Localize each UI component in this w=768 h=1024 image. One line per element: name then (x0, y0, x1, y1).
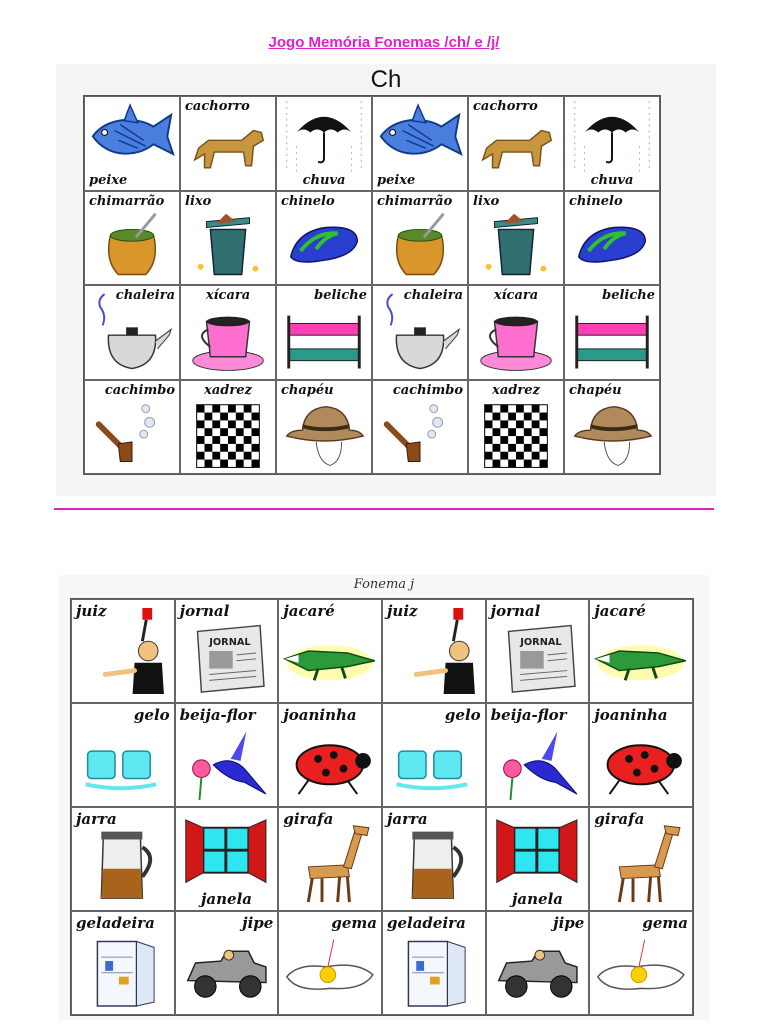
card-chimarrao[interactable] (84, 191, 180, 286)
word-label: jipe (553, 914, 585, 932)
card-juiz[interactable] (71, 599, 175, 703)
word-label: chaleira (403, 288, 463, 303)
word-label: jacaré (283, 602, 335, 620)
word-label: jornal (490, 602, 541, 620)
svg-text:JORNAL: JORNAL (519, 637, 562, 649)
word-label: joaninha (283, 706, 357, 724)
section-divider (54, 508, 714, 510)
card-geladeira[interactable] (382, 911, 486, 1015)
card-beliche[interactable] (276, 285, 372, 380)
card-jornal[interactable] (486, 599, 590, 703)
word-label: cachimbo (104, 382, 175, 398)
word-label: chuva (590, 172, 634, 188)
card-gelo[interactable] (71, 703, 175, 807)
card-beija-flor[interactable] (175, 703, 279, 807)
card-chinelo[interactable] (564, 191, 660, 286)
word-label: beija-flor (490, 706, 567, 724)
card-peixe[interactable] (372, 96, 468, 191)
word-label: xícara (205, 288, 251, 303)
card-janela[interactable] (486, 807, 590, 911)
card-jacare[interactable] (589, 599, 693, 703)
ch-panel (56, 64, 716, 496)
j-heading: Fonema j (353, 577, 415, 592)
word-label: janela (511, 890, 563, 908)
word-label: gelo (444, 706, 481, 724)
card-xadrez[interactable] (468, 380, 564, 475)
card-chinelo[interactable] (276, 191, 372, 286)
word-label: juiz (76, 602, 107, 620)
word-label: cachimbo (392, 382, 463, 398)
word-label: geladeira (386, 914, 466, 932)
card-cachorro[interactable] (180, 96, 276, 191)
card-juiz[interactable] (382, 599, 486, 703)
card-gema[interactable] (589, 911, 693, 1015)
card-xicara[interactable] (180, 285, 276, 380)
word-label: gema (642, 914, 688, 932)
word-label: jarra (76, 810, 117, 828)
j-card-grid (70, 598, 694, 1016)
card-xadrez[interactable] (180, 380, 276, 475)
card-chaleira[interactable] (372, 285, 468, 380)
word-label: xadrez (204, 382, 252, 398)
card-joaninha[interactable] (589, 703, 693, 807)
word-label: peixe (89, 172, 128, 188)
card-cachorro[interactable] (468, 96, 564, 191)
card-lixo[interactable] (468, 191, 564, 286)
card-janela[interactable] (175, 807, 279, 911)
card-cachimbo[interactable] (84, 380, 180, 475)
card-chapeu[interactable] (276, 380, 372, 475)
card-chuva[interactable] (276, 96, 372, 191)
card-lixo[interactable] (180, 191, 276, 286)
word-label: gema (331, 914, 377, 932)
card-jarra[interactable] (382, 807, 486, 911)
word-label: chapéu (281, 382, 334, 398)
word-label: xadrez (492, 382, 540, 398)
ch-card-grid (83, 95, 661, 475)
j-panel (58, 575, 710, 1020)
word-label: chuva (302, 172, 346, 188)
word-label: chimarrão (377, 193, 453, 209)
word-label: chinelo (281, 193, 335, 209)
word-label: beliche (602, 288, 655, 303)
card-geladeira[interactable] (71, 911, 175, 1015)
card-jornal[interactable] (175, 599, 279, 703)
word-label: janela (200, 890, 252, 908)
word-label: cachorro (473, 99, 538, 114)
word-label: chaleira (115, 288, 175, 303)
card-beliche[interactable] (564, 285, 660, 380)
card-girafa[interactable] (589, 807, 693, 911)
word-label: xícara (493, 288, 539, 303)
word-label: jacaré (594, 602, 646, 620)
word-label: jornal (179, 602, 230, 620)
card-chimarrao[interactable] (372, 191, 468, 286)
card-peixe[interactable] (84, 96, 180, 191)
card-beija-flor[interactable] (486, 703, 590, 807)
svg-text:JORNAL: JORNAL (208, 637, 251, 649)
ch-heading: Ch (370, 66, 402, 93)
word-label: geladeira (76, 914, 155, 932)
card-chuva[interactable] (564, 96, 660, 191)
card-chaleira[interactable] (84, 285, 180, 380)
card-jacare[interactable] (278, 599, 382, 703)
card-gema[interactable] (278, 911, 382, 1015)
card-jarra[interactable] (71, 807, 175, 911)
card-chapeu[interactable] (564, 380, 660, 475)
word-label: lixo (473, 193, 500, 209)
word-label: chinelo (569, 193, 623, 209)
word-label: cachorro (185, 99, 250, 114)
card-cachimbo[interactable] (372, 380, 468, 475)
card-jipe[interactable] (486, 911, 590, 1015)
word-label: beija-flor (179, 706, 256, 724)
word-label: girafa (594, 810, 645, 828)
card-joaninha[interactable] (278, 703, 382, 807)
word-label: lixo (185, 193, 212, 209)
word-label: jarra (386, 810, 428, 828)
word-label: gelo (133, 706, 170, 724)
card-girafa[interactable] (278, 807, 382, 911)
word-label: joaninha (594, 706, 668, 724)
card-xicara[interactable] (468, 285, 564, 380)
card-gelo[interactable] (382, 703, 486, 807)
word-label: chimarrão (89, 193, 165, 209)
page-title: Jogo Memória Fonemas /ch/ e /j/ (268, 34, 500, 51)
word-label: beliche (314, 288, 367, 303)
word-label: jipe (242, 914, 274, 932)
word-label: peixe (377, 172, 416, 188)
word-label: girafa (283, 810, 334, 828)
card-jipe[interactable] (175, 911, 279, 1015)
word-label: chapéu (569, 382, 622, 398)
word-label: juiz (386, 602, 418, 620)
